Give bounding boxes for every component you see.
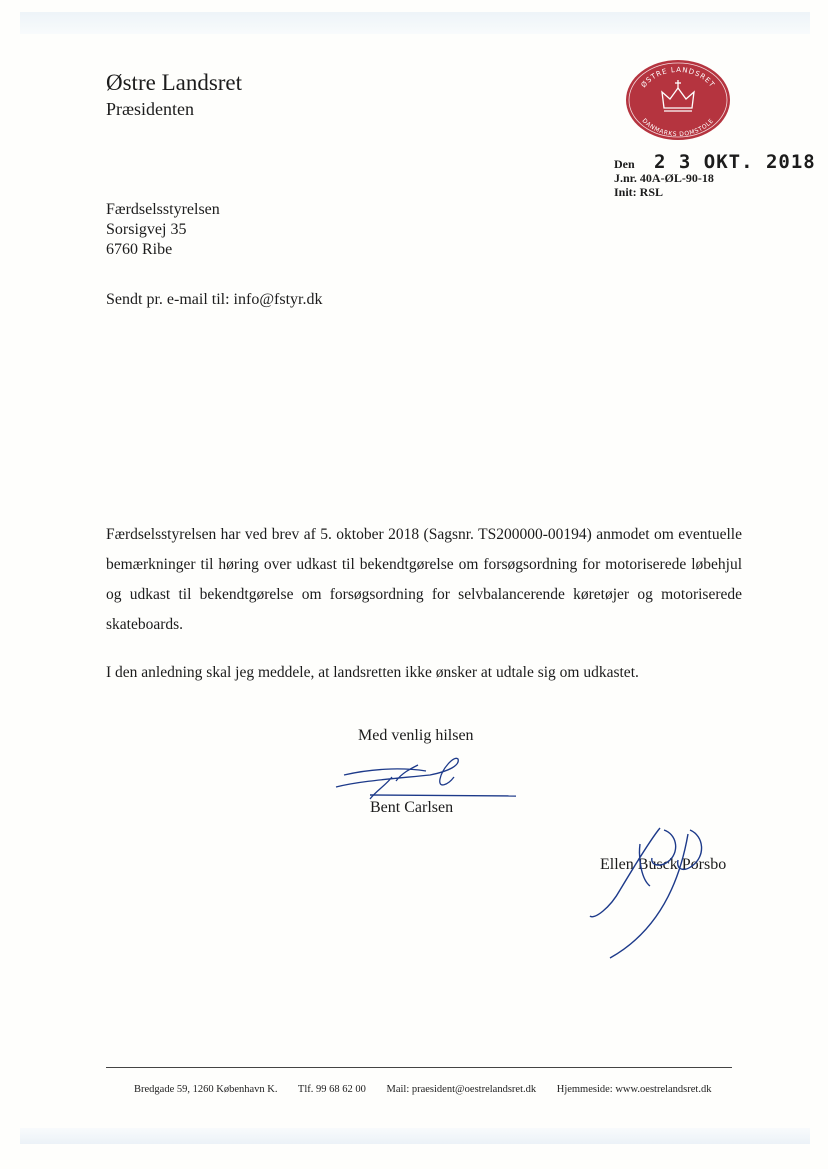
initials: Init: RSL — [614, 185, 664, 199]
footer — [134, 1084, 729, 1095]
date-row — [614, 151, 816, 173]
scan-artifact-top — [20, 12, 810, 34]
footer-phone: Tlf. 99 68 62 00 — [297, 1084, 366, 1095]
footer-mail: Mail: praesident@oestrelandsret.dk — [386, 1084, 537, 1095]
letterhead-department: Præsidenten — [106, 99, 194, 119]
date-stamp: 2 3 OKT. 2018 — [654, 151, 816, 173]
recipient-name: Færdselsstyrelsen — [106, 201, 220, 218]
body-paragraph-2: I den anledning skal jeg meddele, at landsretten ikke ønsker at udtale sig om udkastet. — [106, 664, 639, 681]
footer-web: Hjemmeside: www.oestrelandsret.dk — [556, 1084, 712, 1095]
letter-body — [106, 520, 742, 706]
sent-line: Sendt pr. e-mail til: info@fstyr.dk — [106, 291, 323, 308]
date-label: Den — [614, 157, 635, 171]
recipient-address — [106, 200, 220, 260]
footer-address: Bredgade 59, 1260 København K. — [134, 1084, 278, 1095]
footer-divider — [106, 1067, 732, 1068]
signatory-2-name: Ellen Busck Porsbo — [600, 856, 727, 873]
journal-number: J.nr. 40A-ØL-90-18 — [614, 171, 714, 185]
letterhead-org: Østre Landsret — [106, 70, 243, 95]
body-paragraph-1: Færdselsstyrelsen har ved brev af 5. oktober 2018 (Sagsnr. TS200000-00194) anmodet om eventuelle bemærkninger til høring over udkast til bekendtgørelse om forsøgsordning for motoriserede løbehjul og udkast til bekendtgørelse om forsøgsordning for selvbalancerende køretøjer og motoriserede skateboards. — [106, 526, 742, 633]
closing: Med venlig hilsen — [358, 727, 474, 744]
seal-bottom-text: DANMARKS DOMSTOLE — [640, 117, 716, 139]
court-seal-icon — [624, 58, 732, 142]
signature-2 — [580, 820, 720, 970]
recipient-city: 6760 Ribe — [106, 241, 173, 258]
signatory-1-name: Bent Carlsen — [370, 799, 454, 816]
scan-artifact-bottom — [20, 1128, 810, 1144]
case-meta — [614, 151, 816, 199]
recipient-street: Sorsigvej 35 — [106, 221, 187, 238]
seal-top-text: ØSTRE LANDSRET — [639, 65, 717, 90]
